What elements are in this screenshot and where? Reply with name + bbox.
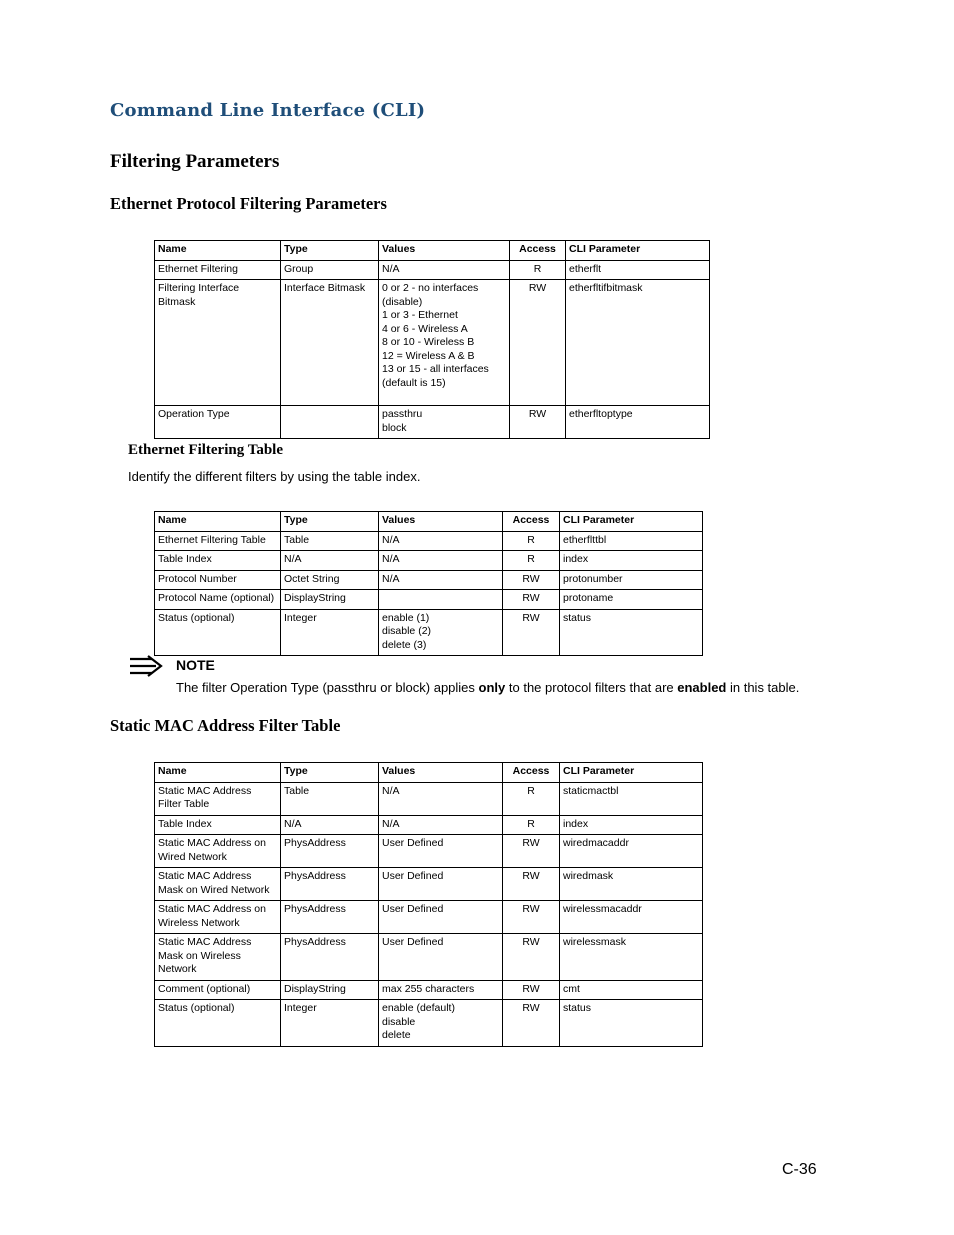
- cell-values: [379, 590, 503, 610]
- cell-values: User Defined: [379, 835, 503, 868]
- cell-cli-parameter: etherfltoptype: [566, 406, 710, 439]
- table-row: [155, 934, 703, 981]
- cell-cli-parameter: wiredmask: [560, 868, 703, 901]
- cell-access: R: [503, 815, 560, 835]
- cell-name: Static MAC Address Mask on Wireless Network: [155, 934, 281, 981]
- cell-access: RW: [503, 590, 560, 610]
- cell-cli-parameter: status: [560, 609, 703, 656]
- cell-type: N/A: [281, 815, 379, 835]
- cell-values: N/A: [379, 551, 503, 571]
- cell-type: Table: [281, 782, 379, 815]
- page-number: C-36: [782, 1161, 817, 1178]
- cell-type: PhysAddress: [281, 934, 379, 981]
- table-row: [155, 570, 703, 590]
- cell-cli-parameter: wirelessmask: [560, 934, 703, 981]
- cell-access: RW: [503, 835, 560, 868]
- note-text-after: in this table.: [726, 680, 800, 695]
- cell-type: PhysAddress: [281, 835, 379, 868]
- header-values: Values: [379, 241, 510, 261]
- cell-name: Status (optional): [155, 1000, 281, 1047]
- table-row: [155, 406, 710, 439]
- section-title: Filtering Parameters: [110, 151, 280, 172]
- cell-values: N/A: [379, 531, 503, 551]
- table-row: [155, 901, 703, 934]
- ethernet-filtering-table-heading: Ethernet Filtering Table: [128, 442, 283, 458]
- cell-access: R: [503, 782, 560, 815]
- header-access: Access: [510, 241, 566, 261]
- table-row: [155, 551, 703, 571]
- cell-name: Static MAC Address on Wired Network: [155, 835, 281, 868]
- cell-access: R: [503, 551, 560, 571]
- cell-access: R: [503, 531, 560, 551]
- cell-values: enable (1) disable (2) delete (3): [379, 609, 503, 656]
- cell-cli-parameter: staticmactbl: [560, 782, 703, 815]
- cell-type: [281, 406, 379, 439]
- cell-name: Protocol Name (optional): [155, 590, 281, 610]
- cell-access: RW: [503, 980, 560, 1000]
- cell-name: Static MAC Address Filter Table: [155, 782, 281, 815]
- ethernet-filtering-intro: Identify the different filters by using the table index.: [128, 469, 421, 484]
- table-row: [155, 980, 703, 1000]
- header-values: Values: [379, 512, 503, 532]
- cell-cli-parameter: protonumber: [560, 570, 703, 590]
- cell-type: Group: [281, 260, 379, 280]
- cell-cli-parameter: index: [560, 815, 703, 835]
- cell-cli-parameter: wirelessmacaddr: [560, 901, 703, 934]
- note-text-middle: to the protocol filters that are: [505, 680, 678, 695]
- cell-name: Filtering Interface Bitmask: [155, 280, 281, 406]
- header-name: Name: [155, 512, 281, 532]
- cell-access: RW: [503, 609, 560, 656]
- cell-cli-parameter: etherfltifbitmask: [566, 280, 710, 406]
- cell-name: Ethernet Filtering Table: [155, 531, 281, 551]
- header-cli-parameter: CLI Parameter: [566, 241, 710, 261]
- cell-cli-parameter: etherflttbl: [560, 531, 703, 551]
- cell-type: Table: [281, 531, 379, 551]
- cell-name: Static MAC Address on Wireless Network: [155, 901, 281, 934]
- cell-name: Ethernet Filtering: [155, 260, 281, 280]
- table-row: [155, 835, 703, 868]
- table-row: [155, 260, 710, 280]
- cell-cli-parameter: wiredmacaddr: [560, 835, 703, 868]
- cell-name: Protocol Number: [155, 570, 281, 590]
- header-cli-parameter: CLI Parameter: [560, 763, 703, 783]
- cell-access: RW: [503, 570, 560, 590]
- table-row: [155, 815, 703, 835]
- cell-values: passthru block: [379, 406, 510, 439]
- cell-type: N/A: [281, 551, 379, 571]
- cell-access: RW: [510, 406, 566, 439]
- note-bold-only: only: [478, 680, 506, 695]
- cell-name: Table Index: [155, 815, 281, 835]
- cell-name: Status (optional): [155, 609, 281, 656]
- ethernet-filtering-table: [154, 511, 703, 656]
- header-cli-parameter: CLI Parameter: [560, 512, 703, 532]
- header-name: Name: [155, 763, 281, 783]
- cell-type: PhysAddress: [281, 901, 379, 934]
- table-row: [155, 531, 703, 551]
- header-name: Name: [155, 241, 281, 261]
- header-access: Access: [503, 763, 560, 783]
- header-type: Type: [281, 512, 379, 532]
- note-text-before: The filter Operation Type (passthru or block) applies: [176, 680, 479, 695]
- cell-type: Interface Bitmask: [281, 280, 379, 406]
- cell-name: Operation Type: [155, 406, 281, 439]
- table-row: [155, 609, 703, 656]
- note-bold-enabled: enabled: [677, 680, 727, 695]
- cell-cli-parameter: status: [560, 1000, 703, 1047]
- cell-access: R: [510, 260, 566, 280]
- cell-type: Octet String: [281, 570, 379, 590]
- table-row: [155, 868, 703, 901]
- cell-values: N/A: [379, 815, 503, 835]
- cell-values: 0 or 2 - no interfaces (disable) 1 or 3 - Ethernet 4 or 6 - Wireless A 8 or 10 - Wireless B 12 = Wireless A & B 13 or 15 - all interfaces (default is 15): [379, 280, 510, 406]
- cell-name: Static MAC Address Mask on Wired Network: [155, 868, 281, 901]
- table-row: [155, 1000, 703, 1047]
- table-row: [155, 280, 710, 406]
- note-label: NOTE: [176, 657, 215, 673]
- header-values: Values: [379, 763, 503, 783]
- note-text: [176, 680, 799, 695]
- cell-name: Table Index: [155, 551, 281, 571]
- cell-type: Integer: [281, 609, 379, 656]
- header-type: Type: [281, 241, 379, 261]
- table-row: [155, 590, 703, 610]
- cell-type: DisplayString: [281, 590, 379, 610]
- cell-values: max 255 characters: [379, 980, 503, 1000]
- cell-values: N/A: [379, 782, 503, 815]
- cell-values: N/A: [379, 260, 510, 280]
- cell-values: User Defined: [379, 868, 503, 901]
- cell-type: PhysAddress: [281, 868, 379, 901]
- cell-values: N/A: [379, 570, 503, 590]
- note-arrow-icon: [128, 655, 164, 677]
- ethernet-protocol-heading: Ethernet Protocol Filtering Parameters: [110, 194, 387, 213]
- cell-cli-parameter: protoname: [560, 590, 703, 610]
- cell-cli-parameter: etherflt: [566, 260, 710, 280]
- table-row: [155, 782, 703, 815]
- cell-access: RW: [503, 901, 560, 934]
- chapter-title: Command Line Interface (CLI): [110, 100, 426, 121]
- cell-access: RW: [510, 280, 566, 406]
- cell-cli-parameter: cmt: [560, 980, 703, 1000]
- cell-access: RW: [503, 1000, 560, 1047]
- static-mac-heading: Static MAC Address Filter Table: [110, 716, 341, 735]
- cell-name: Comment (optional): [155, 980, 281, 1000]
- cell-values: enable (default) disable delete: [379, 1000, 503, 1047]
- header-access: Access: [503, 512, 560, 532]
- header-type: Type: [281, 763, 379, 783]
- ethernet-protocol-table: [154, 240, 710, 439]
- cell-values: User Defined: [379, 934, 503, 981]
- static-mac-table: [154, 762, 703, 1047]
- cell-access: RW: [503, 868, 560, 901]
- cell-cli-parameter: index: [560, 551, 703, 571]
- table-header-row: [155, 241, 710, 261]
- cell-type: DisplayString: [281, 980, 379, 1000]
- cell-access: RW: [503, 934, 560, 981]
- table-header-row: [155, 512, 703, 532]
- table-header-row: [155, 763, 703, 783]
- cell-type: Integer: [281, 1000, 379, 1047]
- cell-values: User Defined: [379, 901, 503, 934]
